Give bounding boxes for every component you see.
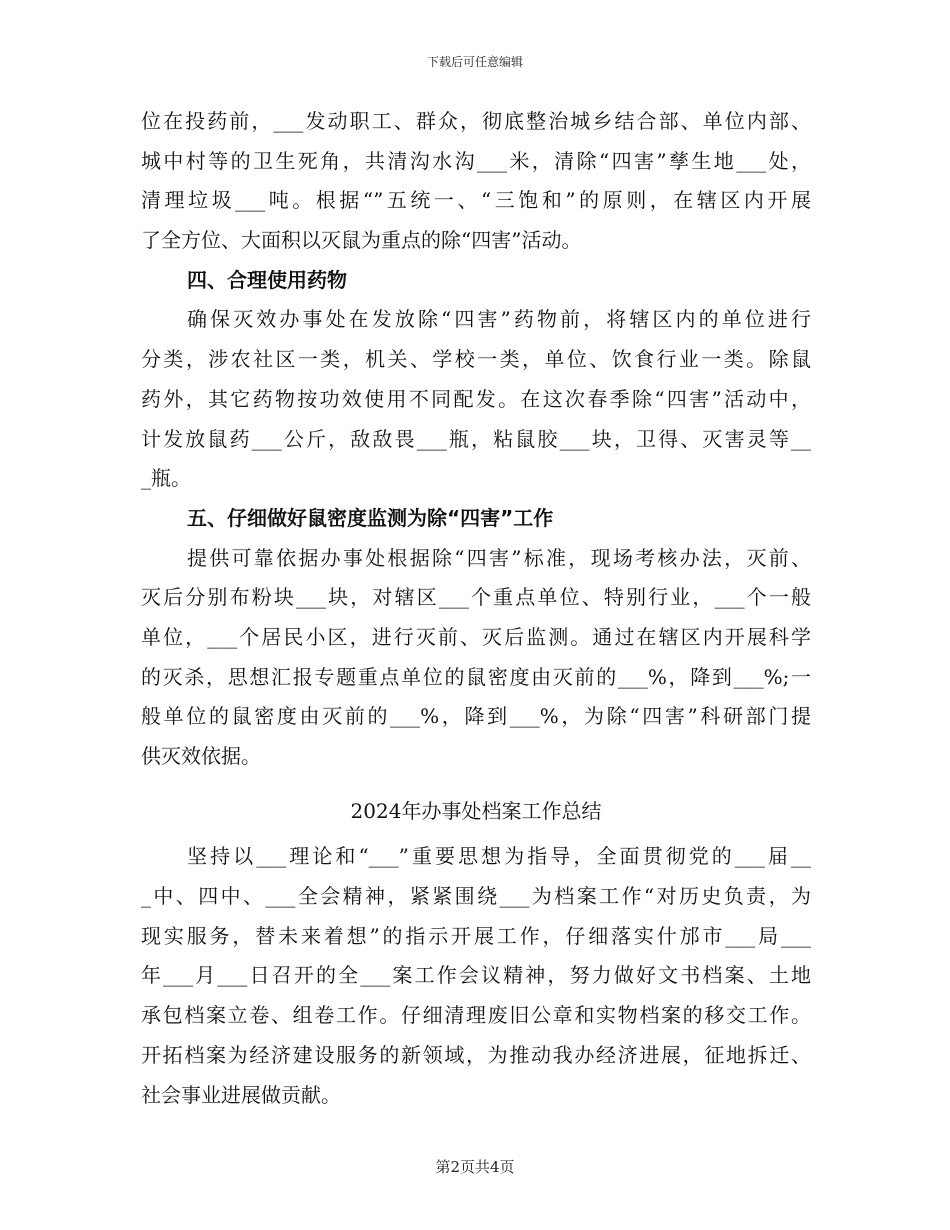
- paragraph-line: 供灭效依据。: [141, 744, 261, 768]
- paragraph-line: _中、四中、___全会精神，紧紧围绕___为档案工作“对历史负责，为: [141, 884, 811, 909]
- paragraph-line: 确保灭效办事处在发放除“四害”药物前，将辖区内的单位进行: [187, 307, 811, 332]
- paragraph-line: 城中村等的卫生死角，共清沟水沟___米，清除“四害”孳生地___处，: [141, 148, 811, 173]
- paragraph-line: 提供可靠依据办事处根据除“四害”标准，现场考核办法，灭前、: [187, 545, 811, 570]
- paragraph-line: 开拓档案为经济建设服务的新领域，为推动我办经济进展，征地拆迁、: [141, 1042, 811, 1067]
- section-heading-4: 四、合理使用药物: [187, 267, 347, 292]
- page-header: 下载后可任意编辑: [426, 55, 523, 69]
- paragraph-line: 单位，___个居民小区，进行灭前、灭后监测。通过在辖区内开展科学: [141, 624, 811, 649]
- paragraph-line: 分类，涉农社区一类，机关、学校一类，单位、饮食行业一类。除鼠: [141, 347, 811, 372]
- paragraph-line: 灭后分别布粉块___块，对辖区___个重点单位、特别行业，___个一般: [141, 585, 811, 610]
- document-body: [141, 102, 811, 1115]
- paragraph-line: 药外，其它药物按功效使用不同配发。在这次春季除“四害”活动中，: [141, 386, 811, 411]
- paragraph-line: 般单位的鼠密度由灭前的___%，降到___%，为除“四害”科研部门提: [141, 704, 811, 729]
- paragraph-line: 清理垃圾___吨。根据“”五统一、“三饱和”的原则，在辖区内开展: [141, 188, 811, 213]
- paragraph-line: 现实服务，替未来着想”的指示开展工作，仔细落实什邡市___局___: [141, 923, 811, 948]
- paragraph-line: 年___月___日召开的全___案工作会议精神，努力做好文书档案、土地: [141, 963, 811, 988]
- paragraph-line: _瓶。: [141, 466, 191, 491]
- paragraph-line: 的灭杀，思想汇报专题重点单位的鼠密度由灭前的___%，降到___%;一: [141, 664, 811, 689]
- page-footer: 第2页共4页: [435, 1158, 515, 1176]
- paragraph-line: 位在投药前，___发动职工、群众，彻底整治城乡结合部、单位内部、: [141, 109, 811, 133]
- paragraph-line: 计发放鼠药___公斤，敌敌畏___瓶，粘鼠胶___块，卫得、灭害灵等__: [141, 426, 811, 451]
- document-title: 2024年办事处档案工作总结: [350, 798, 602, 823]
- section-heading-5: 五、仔细做好鼠密度监测为除“四害”工作: [187, 505, 554, 530]
- paragraph-line: 社会事业进展做贡献。: [141, 1082, 341, 1107]
- paragraph-line: 坚持以___理论和“___”重要思想为指导，全面贯彻党的___届__: [187, 844, 811, 869]
- paragraph-line: 承包档案立卷、组卷工作。仔细清理废旧公章和实物档案的移交工作。: [141, 1003, 811, 1028]
- paragraph-line: 了全方位、大面积以灭鼠为重点的除“四害”活动。: [141, 228, 582, 253]
